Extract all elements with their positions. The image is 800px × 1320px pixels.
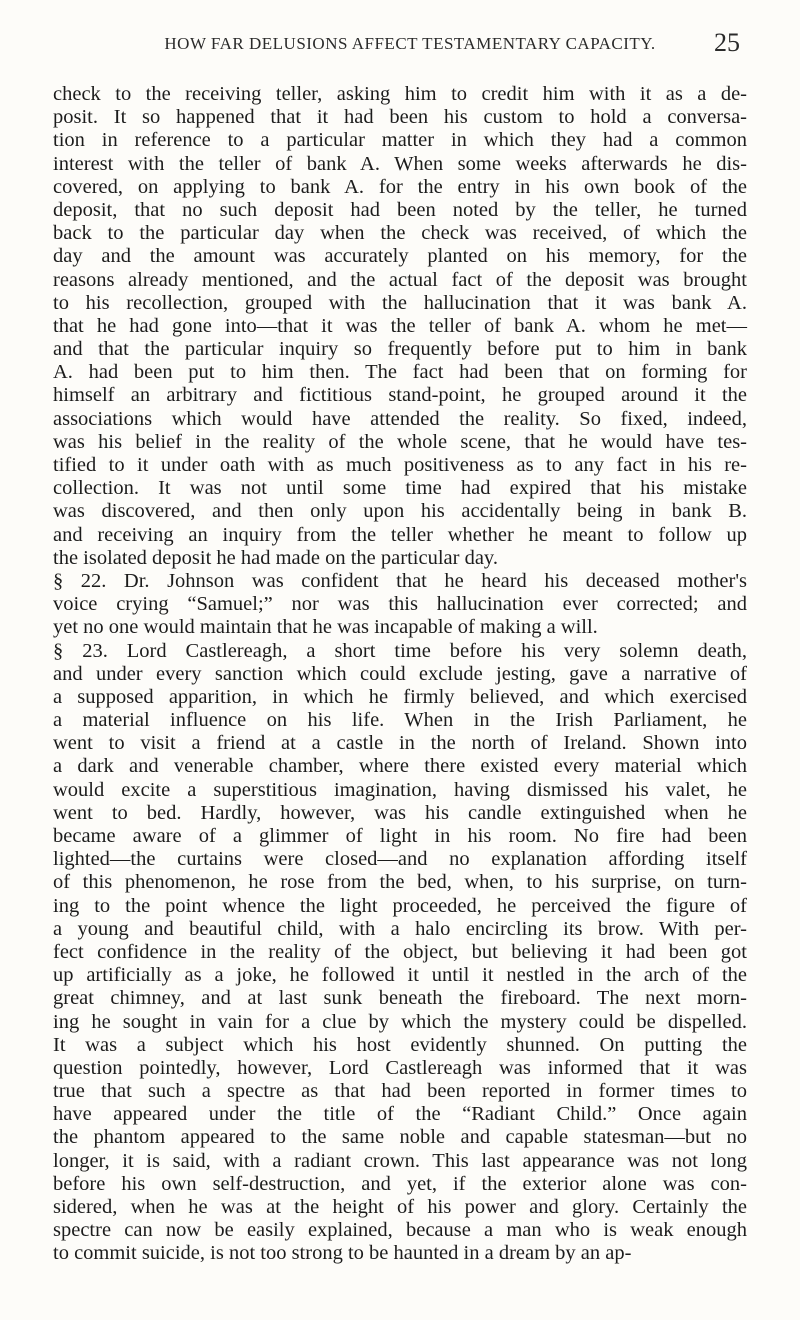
text-line: yet no one would maintain that he was incapable of making a will. xyxy=(53,616,598,639)
text-line: and that the particular inquiry so frequently before put to him in bank xyxy=(53,338,747,361)
text-line: would excite a superstitious imagination, having dismissed his valet, he xyxy=(53,778,747,801)
text-line: became aware of a glimmer of light in his room. No fire had been xyxy=(53,825,747,847)
text-line: posit. It so happened that it had been his custom to hold a conversa- xyxy=(53,106,747,129)
text-line: tion in reference to a particular matter in which they had a common xyxy=(53,129,747,152)
text-line: went to visit a friend at a castle in the north of Ireland. Shown into xyxy=(53,732,747,755)
text-line: to his recollection, grouped with the hallucination that it was bank A. xyxy=(53,291,747,314)
text-line: associations which would have attended the reality. So fixed, indeed, xyxy=(53,407,747,430)
text-line: a material influence on his life. When in the Irish Parliament, he xyxy=(53,709,747,732)
text-line: voice crying “Samuel;” nor was this hallucination ever corrected; and xyxy=(53,593,747,616)
running-head xyxy=(120,28,740,58)
text-line: up artificially as a joke, he followed it until it nestled in the arch of the xyxy=(53,964,747,987)
text-line: interest with the teller of bank A. When some weeks afterwards he dis- xyxy=(53,152,747,175)
text-line: a supposed apparition, in which he firmly believed, and which exercised xyxy=(53,685,747,708)
text-line: ing to the point whence the light proceeded, he perceived the figure of xyxy=(53,894,747,917)
running-title: HOW FAR DELUSIONS AFFECT TESTAMENTARY CAPACITY. xyxy=(164,34,656,53)
text-line: and under every sanction which could exclude jesting, gave a narrative of xyxy=(53,662,747,685)
page-number: 25 xyxy=(714,28,740,57)
text-line: check to the receiving teller, asking him to credit him with it as a de- xyxy=(53,83,747,105)
text-line: tified to it under oath with as much positiveness as to any fact in his re- xyxy=(53,454,747,476)
text-line: to commit suicide, is not too strong to be haunted in a dream by an ap- xyxy=(53,1242,632,1265)
text-line: before his own self-destruction, and yet, if the exterior alone was con- xyxy=(53,1172,747,1195)
text-line: It was a subject which his host evidently shunned. On putting the xyxy=(53,1033,747,1056)
text-line: went to bed. Hardly, however, was his candle extinguished when he xyxy=(53,801,747,824)
text-line: § 22. Dr. Johnson was confident that he heard his deceased mother's xyxy=(53,569,747,592)
text-line: the phantom appeared to the same noble and capable statesman—but no xyxy=(53,1126,747,1149)
text-line: longer, it is said, with a radiant crown. This last appearance was not long xyxy=(53,1149,747,1172)
text-line: covered, on applying to bank A. for the entry in his own book of the xyxy=(53,175,747,198)
text-line: sidered, when he was at the height of his power and glory. Certainly the xyxy=(53,1196,747,1218)
text-line: that he had gone into—that it was the teller of bank A. whom he met— xyxy=(53,314,747,337)
text-line: lighted—the curtains were closed—and no explanation affording itself xyxy=(53,848,747,871)
text-line: deposit, that no such deposit had been noted by the teller, he turned xyxy=(53,198,747,221)
text-line: fect confidence in the reality of the object, but believing it had been got xyxy=(53,940,747,963)
text-line: reasons already mentioned, and the actual fact of the deposit was brought xyxy=(53,268,747,291)
text-line: true that such a spectre as that had been reported in former times to xyxy=(53,1080,747,1103)
text-line: himself an arbitrary and fictitious stand-point, he grouped around it the xyxy=(53,384,747,407)
text-line: of this phenomenon, he rose from the bed, when, to his surprise, on turn- xyxy=(53,871,747,894)
text-line: and receiving an inquiry from the teller whether he meant to follow up xyxy=(53,523,747,546)
text-line: the isolated deposit he had made on the particular day. xyxy=(53,546,498,569)
text-line: spectre can now be easily explained, because a man who is weak enough xyxy=(53,1219,747,1242)
text-line: day and the amount was accurately planted on his memory, for the xyxy=(53,245,747,268)
text-line: collection. It was not until some time had expired that his mistake xyxy=(53,477,747,500)
text-line: a young and beautiful child, with a halo encircling its brow. With per- xyxy=(53,917,747,940)
text-line: have appeared under the title of the “Radiant Child.” Once again xyxy=(53,1103,747,1126)
text-line: A. had been put to him then. The fact had been that on forming for xyxy=(53,361,747,384)
text-line: great chimney, and at last sunk beneath the fireboard. The next morn- xyxy=(53,987,747,1010)
text-line: ing he sought in vain for a clue by which the mystery could be dispelled. xyxy=(53,1010,747,1033)
text-line: § 23. Lord Castlereagh, a short time before his very solemn death, xyxy=(53,639,747,662)
text-line: was discovered, and then only upon his accidentally being in bank B. xyxy=(53,500,747,523)
text-line: was his belief in the reality of the whole scene, that he would have tes- xyxy=(53,430,747,453)
body-text xyxy=(53,83,747,1266)
text-line: back to the particular day when the check was received, of which the xyxy=(53,222,747,245)
text-line: a dark and venerable chamber, where there existed every material which xyxy=(53,755,747,778)
text-line: question pointedly, however, Lord Castlereagh was informed that it was xyxy=(53,1056,747,1079)
